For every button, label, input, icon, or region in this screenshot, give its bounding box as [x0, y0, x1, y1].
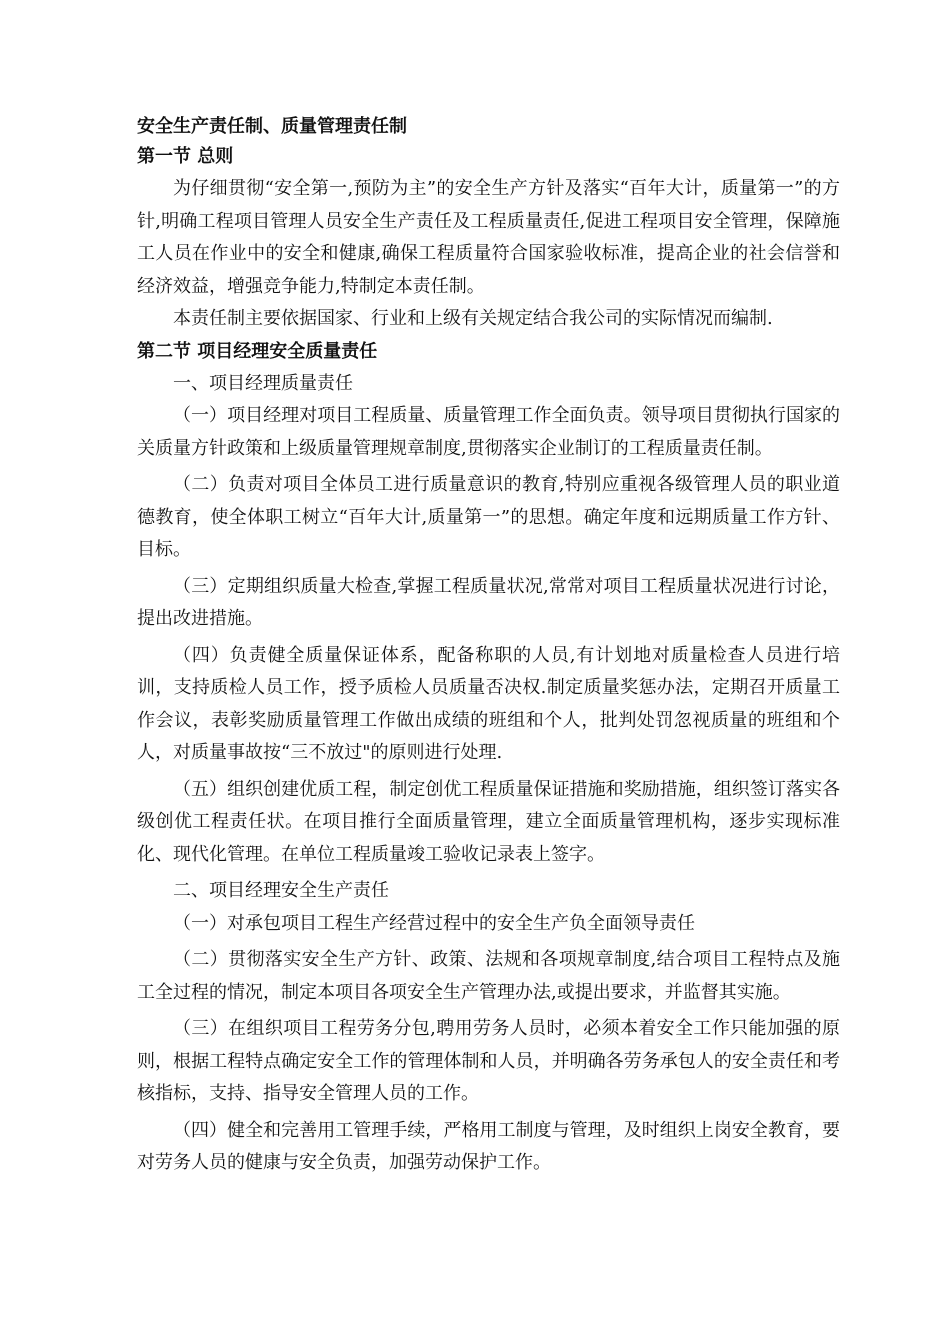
document-title: 安全生产责任制、质量管理责任制: [137, 116, 407, 137]
section-2-heading: 第二节 项目经理安全质量责任: [137, 340, 378, 362]
safety-duty-item: （四）健全和完善用工管理手续，严格用工制度与管理，及时组织上岗安全教育，要对劳务人员的健康与安全负责，加强劳动保护工作。: [137, 1119, 840, 1173]
quality-duty-item: （四）负责健全质量保证体系，配备称职的人员,有计划地对质量检查人员进行培训，支持质检人员工作，授予质检人员质量否决权.制定质量奖惩办法，定期召开质量工作会议，表彰奖励质量管理工作做出成绩的班组和个人，批判处罚忽视质量的班组和个人，对质量事故按“三不放过"的原则进行处理.: [137, 644, 840, 763]
part-1-title: 一、项目经理质量责任: [173, 372, 353, 394]
safety-duty-item: （一）对承包项目工程生产经营过程中的安全生产负全面领导责任: [173, 912, 695, 934]
quality-duty-item: （五）组织创建优质工程，制定创优工程质量保证措施和奖励措施，组织签订落实各级创优工程责任状。在项目推行全面质量管理，建立全面质量管理机构，逐步实现标准化、现代化管理。在单位工程质量竣工验收记录表上签字。: [137, 778, 840, 865]
part-2-title: 二、项目经理安全生产责任: [173, 880, 389, 901]
quality-duty-item: （一）项目经理对项目工程质量、质量管理工作全面负责。领导项目贯彻执行国家的关质量方针政策和上级质量管理规章制度,贯彻落实企业制订的工程质量责任制。: [137, 405, 840, 459]
quality-duty-item: （二）负责对项目全体员工进行质量意识的教育,特别应重视各级管理人员的职业道德教育，使全体职工树立“百年大计,质量第一”的思想。确定年度和远期质量工作方针、目标。: [137, 474, 840, 560]
section-1-paragraph: 本责任制主要依据国家、行业和上级有关规定结合我公司的实际情况而编制.: [173, 308, 773, 329]
quality-duty-item: （三）定期组织质量大检查,掌握工程质量状况,常常对项目工程质量状况进行讨论，提出改进措施。: [137, 575, 840, 629]
safety-duty-item: （二）贯彻落实安全生产方针、政策、法规和各项规章制度,结合项目工程特点及施工全过程的情况，制定本项目各项安全生产管理办法,或提出要求，并监督其实施。: [137, 949, 840, 1003]
document-page: [137, 113, 840, 1184]
section-1-heading: 第一节 总则: [137, 146, 234, 167]
safety-duty-item: （三）在组织项目工程劳务分包,聘用劳务人员时，必须本着安全工作只能加强的原则，根据工程特点确定安全工作的管理体制和人员，并明确各劳务承包人的安全责任和考核指标，支持、指导安全管理人员的工作。: [137, 1018, 840, 1104]
section-1-paragraph: 为仔细贯彻“安全第一,预防为主”的安全生产方针及落实“百年大计，质量第一”的方针,明确工程项目管理人员安全生产责任及工程质量责任,促进工程项目安全管理，保障施工人员在作业中的安全和健康,确保工程质量符合国家验收标准，提高企业的社会信誉和经济效益，增强竞争能力,特制定本责任制。: [137, 178, 840, 297]
